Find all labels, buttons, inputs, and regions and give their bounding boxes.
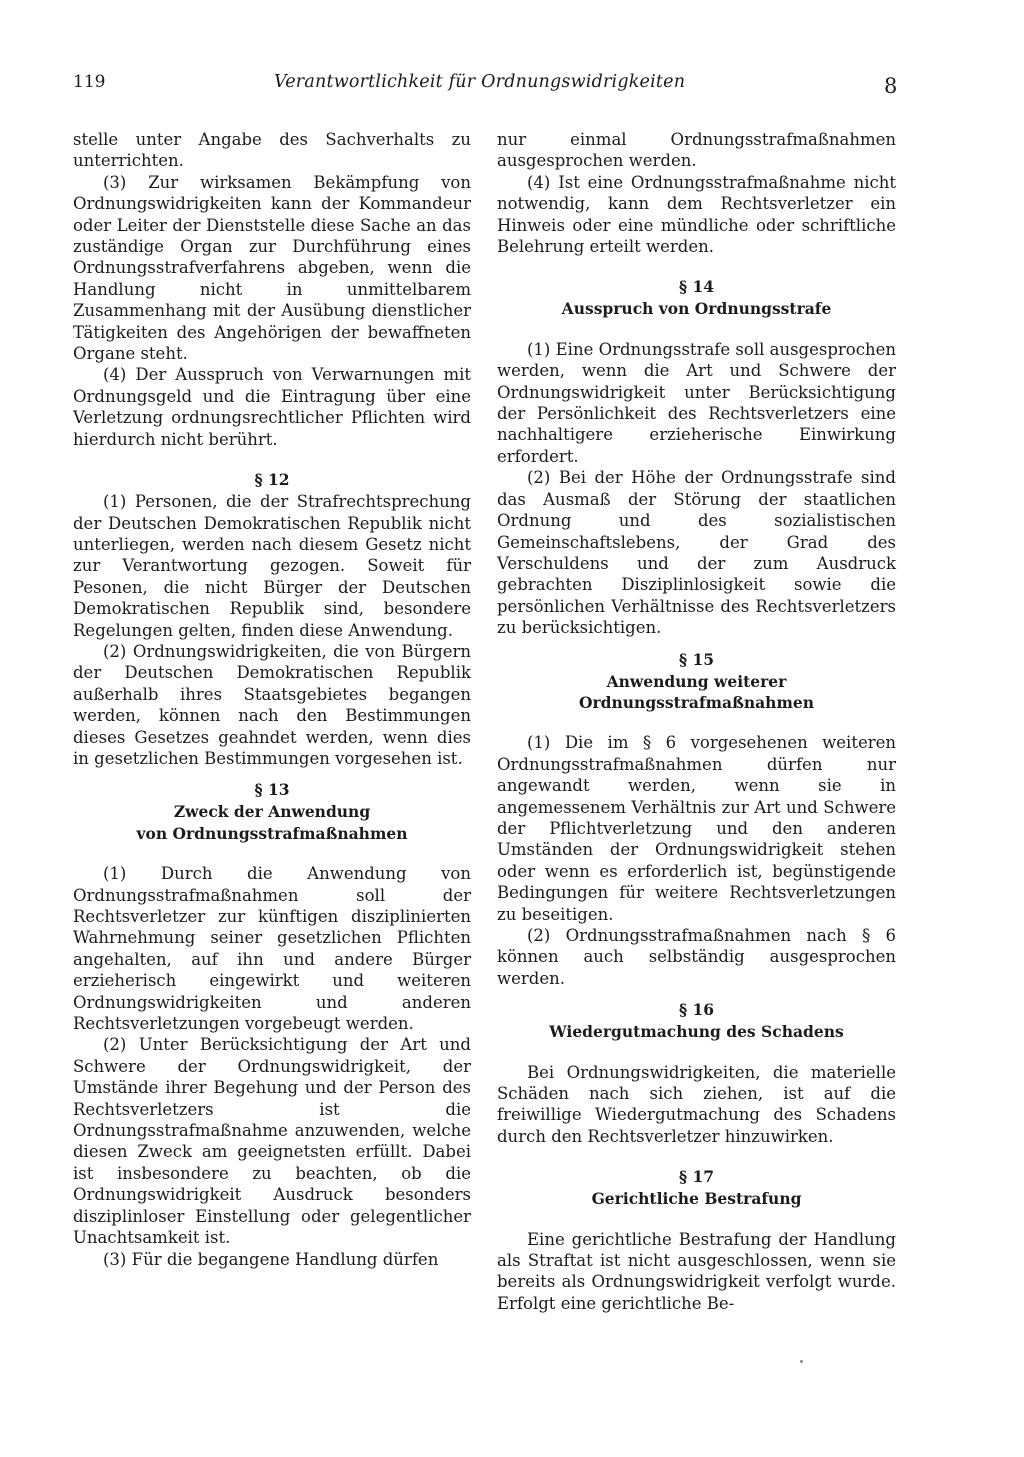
left-column [73, 129, 471, 1270]
section-number: § 13 [254, 780, 290, 800]
section-title: Ausspruch von Ordnungsstrafe [561, 299, 832, 319]
section-number: § 17 [678, 1167, 715, 1187]
section-title: von Ordnungsstrafmaßnahmen [136, 823, 408, 843]
paragraph: (2) Ordnungswidrigkeiten, die von Bürgern der Deutschen Demokratischen Republik außerhalb ihres Staatsgebietes begangen werden, können nach den Bestimmungen dieses Gesetzes geahndet werden, wenn dies in gesetzlichen Bestimmungen vorgesehen ist. [73, 641, 471, 768]
paragraph: Bei Ordnungswidrigkeiten, die materielle Schäden nach sich ziehen, ist auf die freiwillige Wiedergutmachung des Schadens durch den Rechtsverletzer hinzuwirken. [497, 1062, 896, 1146]
section-title: Ordnungsstrafmaßnahmen [579, 692, 814, 712]
paragraph: (1) Personen, die der Strafrechtsprechung der Deutschen Demokratischen Republik nicht unterliegen, werden nach diesem Gesetz nicht zur Verantwortung gezogen. Soweit für Pesonen, die nicht Bürger der Deutschen Demokratischen Republik sind, besondere Regelungen gelten, finden diese Anwendung. [73, 492, 471, 640]
section-number: § 12 [254, 470, 290, 490]
section-number: § 16 [678, 1000, 715, 1020]
paragraph: (4) Ist eine Ordnungsstrafmaßnahme nicht notwendig, kann dem Rechtsverletzer ein Hinweis oder eine mündliche oder schriftliche Belehrung erteilt werden. [497, 172, 896, 257]
paragraph: nur einmal Ordnungsstrafmaßnahmen ausgesprochen werden. [497, 130, 896, 171]
section-heading-16 [497, 999, 896, 1042]
section-heading-17 [497, 1166, 896, 1209]
paragraph: (4) Der Ausspruch von Verwarnungen mit Ordnungsgeld und die Eintragung über eine Verletzung ordnungsrechtlicher Pflichten wird hierdurch nicht berührt. [73, 365, 471, 449]
section-number: § 14 [678, 277, 715, 297]
paragraph: (2) Unter Berücksichtigung der Art und Schwere der Ordnungswidrigkeit, der Umstände ihrer Begehung und der Person des Rechtsverletzers ist die Ordnungsstrafmaßnahme anzuwenden, welche diesen Zweck am geeignetsten erfüllt. Dabei ist insbesondere zu beachten, ob die Ordnungswidrigkeit Ausdruck besonders disziplinloser Einstellung oder gelegentlicher Unachtsamkeit ist. [73, 1035, 471, 1248]
section-heading-15 [497, 649, 896, 714]
right-column [497, 129, 896, 1314]
paragraph: Eine gerichtliche Bestrafung der Handlung als Straftat ist nicht ausgeschlossen, wenn sie bereits als Ordnungswidrigkeit verfolgt wurde. Erfolgt eine gerichtliche Be- [497, 1229, 896, 1313]
section-title: Wiedergutmachung des Schadens [549, 1022, 844, 1042]
paragraph: (2) Bei der Höhe der Ordnungsstrafe sind das Ausmaß der Störung der staatlichen Ordnung und des sozialistischen Gemeinschaftslebens, der Grad des Verschuldens und der zum Ausdruck gebrachten Disziplinlosigkeit sowie die persönlichen Verhältnisse des Rechtsverletzers zu berücksichtigen. [497, 468, 896, 638]
paragraph: (3) Zur wirksamen Bekämpfung von Ordnungswidrigkeiten kann der Kommandeur oder Leiter der Dienststelle diese Sache an das zuständige Organ zur Durchführung eines Ordnungsstrafverfahrens abgeben, wenn die Handlung nicht in unmittelbarem Zusammenhang mit der Ausübung dienstlicher Tätigkeiten des Angehörigen der bewaffneten Organe steht. [73, 172, 471, 364]
section-heading-13 [73, 779, 471, 844]
paragraph: (1) Durch die Anwendung von Ordnungsstrafmaßnahmen soll der Rechtsverletzer zur künftigen disziplinierten Wahrnehmung seiner gesetzlichen Pflichten angehalten, auf ihn und andere Bürger erzieherisch eingewirkt und weiteren Ordnungswidrigkeiten und anderen Rechtsverletzungen vorgebeugt werden. [73, 864, 471, 1034]
running-header [0, 72, 1024, 102]
section-title: Gerichtliche Bestrafung [591, 1189, 802, 1209]
speck [800, 1360, 803, 1363]
running-title: Verantwortlichkeit für Ordnungswidrigkeiten [274, 72, 686, 92]
section-heading-14 [497, 276, 896, 319]
chapter-number: 8 [884, 74, 898, 98]
paragraph: (1) Die im § 6 vorgesehenen weiteren Ordnungsstrafmaßnahmen dürfen nur angewandt werden, wenn sie in angemessenem Verhältnis zur Art und Schwere der Pflichtverletzung und den anderen Umständen der Ordnungswidrigkeit stehen oder wenn es erforderlich ist, begünstigende Bedingungen für weitere Rechtsverletzungen zu beseitigen. [497, 733, 896, 924]
section-number: § 15 [678, 649, 715, 669]
paragraph: (2) Ordnungsstrafmaßnahmen nach § 6 können auch selbständig ausgesprochen werden. [497, 926, 896, 988]
paragraph: stelle unter Angabe des Sachverhalts zu unterrichten. [73, 130, 471, 171]
section-title: Anwendung weiterer [606, 671, 787, 691]
section-heading-12 [73, 469, 471, 491]
section-title: Zweck der Anwendung [173, 802, 371, 822]
paragraph: (1) Eine Ordnungsstrafe soll ausgesprochen werden, wenn die Art und Schwere der Ordnungswidrigkeit unter Berücksichtigung der Persönlichkeit des Rechtsverletzers eine nachhaltigere erzieherische Einwirkung erfordert. [497, 339, 896, 466]
paragraph: (3) Für die begangene Handlung dürfen [103, 1249, 439, 1269]
page-number: 119 [73, 72, 106, 92]
